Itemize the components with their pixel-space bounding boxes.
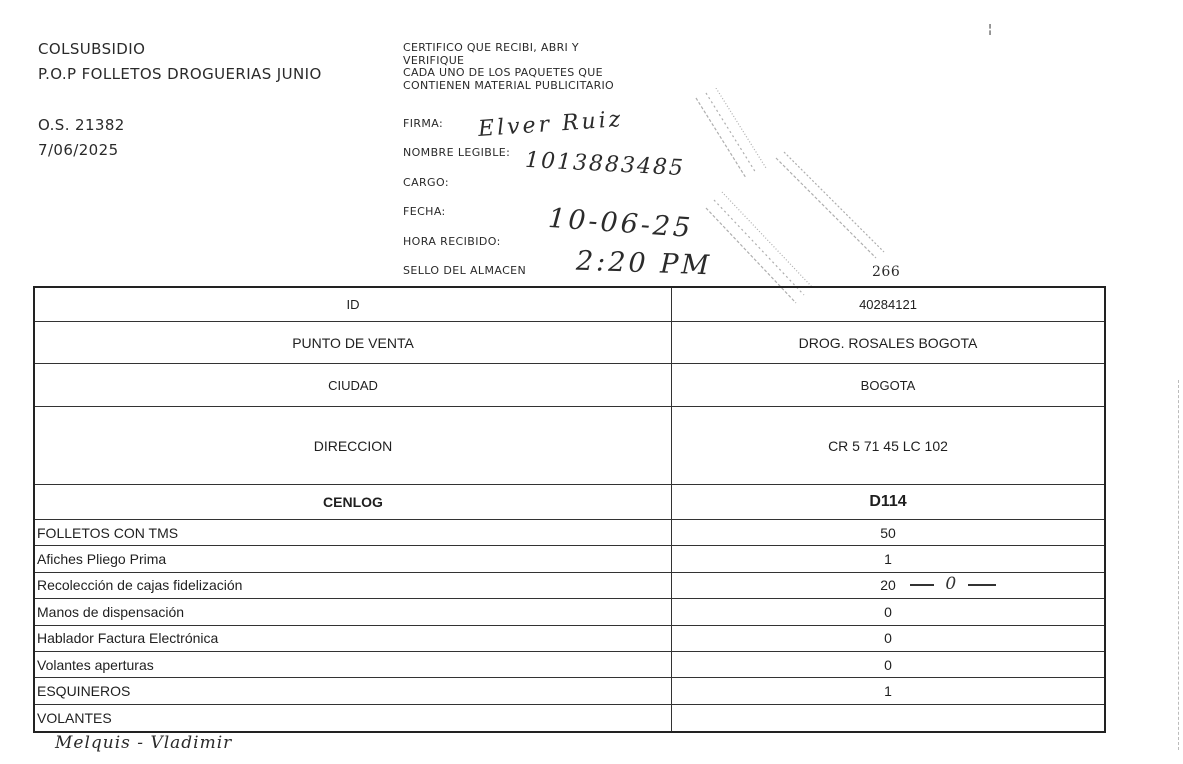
- scan-mark: ¦: [988, 22, 993, 36]
- hora-label: HORA RECIBIDO:: [403, 235, 501, 248]
- row-label: CIUDAD: [35, 364, 672, 406]
- delivery-table: [33, 286, 1106, 733]
- sello-label: SELLO DEL ALMACEN: [403, 264, 527, 277]
- cert-line: CADA UNO DE LOS PAQUETES QUE: [403, 66, 603, 79]
- item-label: VOLANTES: [35, 705, 672, 731]
- cert-line: VERIFIQUE: [403, 53, 465, 67]
- item-row: [35, 678, 1104, 704]
- handwritten-id-number: 1013883485: [524, 147, 686, 182]
- row-value: 40284121: [859, 297, 917, 312]
- item-label: Hablador Factura Electrónica: [35, 626, 672, 651]
- item-row: [35, 652, 1104, 678]
- row-label: ID: [35, 288, 672, 321]
- row-label: CENLOG: [35, 485, 672, 519]
- row-value: D114: [869, 493, 907, 510]
- table-row: [35, 364, 1104, 407]
- item-row: [35, 626, 1104, 652]
- item-value: 50: [880, 524, 896, 541]
- cert-line: CERTIFICO QUE RECIBI, ABRI Y: [403, 41, 579, 54]
- table-row: [35, 288, 1104, 322]
- item-row: [35, 546, 1104, 572]
- item-label: FOLLETOS CON TMS: [35, 520, 672, 545]
- firma-label: FIRMA:: [403, 117, 444, 130]
- row-label: DIRECCION: [35, 407, 672, 484]
- item-value: 0: [884, 630, 892, 647]
- item-row: [35, 520, 1104, 546]
- item-label: Recolección de cajas fidelización: [35, 573, 672, 598]
- item-value: 20: [880, 577, 896, 594]
- item-value: 1: [884, 683, 892, 700]
- order-date: 7/06/2025: [38, 141, 119, 159]
- item-value: 0: [884, 603, 892, 620]
- table-row: [35, 407, 1104, 485]
- handwritten-footer-names: Melquis - Vladimir: [55, 733, 233, 753]
- order-info: [38, 113, 125, 163]
- company-header: [38, 37, 322, 87]
- cargo-label: CARGO:: [403, 176, 449, 189]
- row-value: BOGOTA: [860, 377, 916, 393]
- item-label: Manos de dispensación: [35, 599, 672, 624]
- company-name: COLSUBSIDIO: [38, 40, 146, 58]
- nombre-label: NOMBRE LEGIBLE:: [403, 146, 511, 159]
- handwritten-correction: [910, 574, 996, 594]
- certification-statement: [403, 42, 663, 92]
- handwritten-date: 10-06-25: [547, 202, 695, 245]
- handwritten-signature: Elver Ruiz: [477, 106, 625, 143]
- item-row: [35, 705, 1104, 731]
- item-label: ESQUINEROS: [35, 678, 672, 703]
- correction-value: 0: [945, 574, 957, 594]
- row-value: CR 5 71 45 LC 102: [828, 437, 948, 454]
- order-number: O.S. 21382: [38, 116, 125, 134]
- item-value: 0: [884, 656, 892, 673]
- item-value: [672, 705, 1104, 731]
- document-title: P.O.P FOLLETOS DROGUERIAS JUNIO: [38, 65, 322, 83]
- handwritten-time: 2:20 PM: [575, 245, 713, 282]
- table-row: [35, 485, 1104, 520]
- row-label: PUNTO DE VENTA: [35, 322, 672, 363]
- scan-edge-line: [1178, 380, 1180, 750]
- fecha-label: FECHA:: [403, 205, 446, 218]
- item-label: Volantes aperturas: [35, 652, 672, 677]
- item-label: Afiches Pliego Prima: [35, 546, 672, 571]
- handwritten-sello-number: 266: [872, 264, 901, 280]
- row-value: DROG. ROSALES BOGOTA: [798, 334, 978, 351]
- item-row: [35, 599, 1104, 625]
- table-row: [35, 322, 1104, 364]
- cert-line: CONTIENEN MATERIAL PUBLICITARIO: [403, 78, 615, 92]
- item-value: 1: [884, 551, 892, 568]
